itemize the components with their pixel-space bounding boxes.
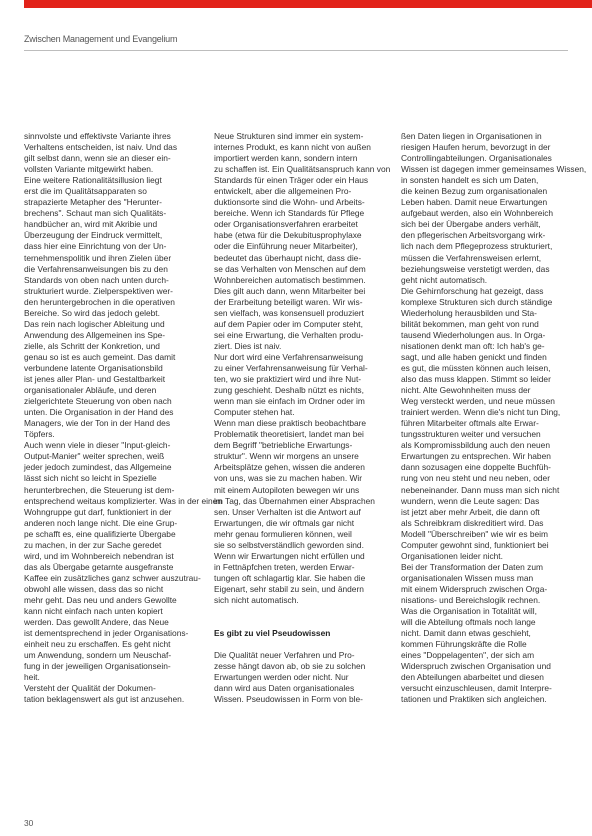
text-line: geht nicht automatisch. (401, 274, 488, 285)
text-line: strukturiert wurde. Zielperspektiven wer- (24, 285, 173, 296)
text-line: tation beklagenswert als gut ist anzusehen. (24, 694, 185, 705)
text-line: nicht. Alte Gewohnheiten muss der (401, 385, 531, 396)
text-line: sich bei der Übergabe anders verhält, (401, 219, 541, 230)
text-line: Widerspruch zwischen Organisation und (401, 661, 551, 672)
top-accent-bar (24, 0, 592, 8)
text-line: einheit neu zu erschaffen. Es geht nicht (24, 639, 171, 650)
text-line: Bei der Transformation der Daten zum (401, 561, 543, 572)
text-line: will die Abteilung oftmals noch lange (401, 617, 536, 628)
text-line: Leben haben. Damit neue Erwartungen (401, 197, 548, 208)
text-line: beziehungsweise verstetigt werden, das (401, 263, 550, 274)
text-line: wird, und im Wohnbereich nebendran ist (24, 550, 174, 561)
text-line: rung von neu steht und neu neben, oder (401, 473, 551, 484)
text-line: zielle, als Schritt der Konkretion, und (24, 340, 160, 351)
text-line: ist jenes aller Plan- und Gestaltbarkeit (24, 374, 166, 385)
text-line: habe (etwa für die Dekubitusprophylaxe (214, 230, 362, 241)
text-line: Wohnbereichen automatisch bestimmen. (214, 274, 366, 285)
text-line: mehr geht. Das neu und anders Gewollte (24, 594, 177, 605)
text-line: der Erarbeitung beteiligt waren. Wir wis- (214, 296, 363, 307)
text-line: Überzeugung der Eindruck vermittelt, (24, 230, 163, 241)
text-line: die Verfahrensanweisungen bis zu den (24, 263, 168, 274)
text-line: mit einem Autopiloten bewegen wir uns (214, 484, 360, 495)
text-line: Neue Strukturen sind immer ein system- (214, 131, 364, 141)
text-line: sich nicht automatisch. (214, 594, 299, 605)
text-line: tationen und Praktiken sich angleichen. (401, 694, 547, 705)
text-line: Organisationen leider nicht. (401, 550, 503, 561)
text-line: zesse hängt davon ab, ob sie zu solchen (214, 661, 366, 672)
text-line: Nur dort wird eine Verfahrensanweisung (214, 351, 363, 362)
text-line: organisationalen Wissen muss man (401, 572, 534, 583)
text-line: führen Mitarbeiter oftmals alte Erwar- (401, 418, 539, 429)
text-line: anderen noch lange nicht. Die eine Grup- (24, 517, 178, 528)
text-line: nicht. Damit dann etwas geschieht, (401, 628, 531, 639)
text-line: ziert. Dies ist naiv. (214, 340, 282, 351)
text-line: also das muss klappen. Stimmt so leider (401, 374, 551, 385)
text-line: versucht einzuschleusen, damit Interpre- (401, 683, 552, 694)
text-column-3 (401, 131, 587, 705)
text-line: Töpfers. (24, 429, 55, 440)
text-line: nisationen denkt man oft: Ich hab's ge- (401, 340, 545, 351)
text-line: Versteht der Qualität der Dokumen- (24, 683, 156, 694)
text-line: Wissen. Pseudowissen in Form von ble- (214, 694, 363, 705)
section-subheading: Es gibt zu viel Pseudowissen (214, 628, 331, 639)
text-line: Wohngruppe gut darf, funktioniert in der (24, 506, 172, 517)
text-line: aufgebaut werden, also ein Wohnbereich (401, 208, 554, 219)
text-line: in Fettnäpfchen treten, werden Erwar- (214, 561, 355, 572)
text-line: Wiederholung herausbilden und Sta- (401, 307, 537, 318)
text-line: entsprechend weitaus komplizierter. Was in der einen (24, 495, 222, 506)
text-line: Die Gehirnforschung hat gezeigt, dass (401, 285, 544, 296)
text-line: importiert werden kann, sondern intern (214, 153, 358, 164)
text-line: gilt selbst dann, wenn sie an dieser ein- (24, 153, 171, 164)
text-line: in sonsten handelt es sich um Daten, (401, 175, 539, 186)
text-line: Eine weitere Rationalitätsillusion liegt (24, 175, 162, 186)
text-line: komplexe Strukturen sich durch ständige (401, 296, 553, 307)
text-line: zu einer Verfahrensanweisung für Verhal- (214, 362, 368, 373)
text-line: pe schafft es, eine qualifizierte Übergabe (24, 528, 176, 539)
text-line: Computer stehen hat. (214, 407, 295, 418)
blank-line (214, 617, 380, 628)
text-line: se das Verhalten von Menschen auf dem (214, 263, 366, 274)
text-line: sen. Unser Verhalten ist die Antwort auf (214, 506, 361, 517)
text-line: Managers, wie der Ton in der Hand des (24, 418, 171, 429)
text-line: zu schaffen ist. Ein Qualitätsanspruch kann von (214, 164, 391, 175)
text-line: auf dem Papier oder im Computer steht, (214, 318, 363, 329)
text-line: wundern, wenn die Leute sagen: Das (401, 495, 540, 506)
text-line: als Schreibkram diskreditiert wird. Das (401, 517, 544, 528)
text-line: internes Produkt, es kann nicht von außen (214, 142, 371, 153)
text-line: den Abteilungen abarbeitet und diesen (401, 672, 544, 683)
text-line: sie so selbstverständlich geworden sind. (214, 539, 364, 550)
text-line: erst die im Qualitätsapparaten so (24, 186, 147, 197)
text-line: sinnvolste und effektivste Variante ihres (24, 131, 171, 141)
text-line: Was die Organisation in Totalität will, (401, 606, 537, 617)
text-line: bilität bekommen, man geht von rund (401, 318, 539, 329)
text-line: Anwendung des Allgemeinen ins Spe- (24, 329, 166, 340)
text-line: Verhaltens entscheiden, ist naiv. Und das (24, 142, 178, 153)
text-line: eines "Doppelagenten", der sich am (401, 650, 535, 661)
text-line: Standards für einen Träger oder ein Haus (214, 175, 369, 186)
text-line: struktur". Wenn wir morgens an unsere (214, 451, 359, 462)
text-line: kann nicht einfach nach unten kopiert (24, 606, 163, 617)
text-line: sen vielfach, was konsensuell produziert (214, 307, 364, 318)
text-line: kommen Führungskräfte die Rolle (401, 639, 527, 650)
text-line: zung geschieht. Deshalb nützt es nichts, (214, 385, 364, 396)
text-line: unten. Die Organisation in der Hand des (24, 407, 174, 418)
text-line: oder Organisationsverfahren erarbeitet (214, 219, 358, 230)
text-line: Standards von oben nach unten durch- (24, 274, 169, 285)
text-line: tungsstrukturen weiter und versuchen (401, 429, 541, 440)
text-line: Dies gilt auch dann, wenn Mitarbeiter bei (214, 285, 366, 296)
text-line: ist jetzt aber mehr Arbeit, die dann oft (401, 506, 540, 517)
text-line: Wenn man diese praktisch beobachtbare (214, 418, 367, 429)
text-line: Computer gewohnt sind, funktioniert bei (401, 539, 549, 550)
text-line: als Kompromissbildung auch den neuen (401, 440, 550, 451)
text-line: Modell "Überschreiben" wie wir es beim (401, 528, 548, 539)
text-line: sagt, und alle haben genickt und finden (401, 351, 547, 362)
text-line: nisations- und Bereichslogik rechnen. (401, 594, 541, 605)
text-line: Wenn wir Erwartungen nicht erfüllen und (214, 550, 365, 561)
text-line: müssen die Verfahrensweisen erlernt, (401, 252, 542, 263)
text-line: obwohl alle wissen, dass das so nicht (24, 583, 164, 594)
running-header: Zwischen Management und Evangelium (24, 34, 178, 44)
text-line: von uns, was sie zu machen haben. Wir (214, 473, 363, 484)
text-line: entwickelt, aber die allgemeinen Pro- (214, 186, 352, 197)
text-line: nebeneinander. Dann muss man sich nicht (401, 484, 560, 495)
text-line: Kaffee ein zusätzliches ganz schwer auszutrau- (24, 572, 201, 583)
text-line: verbundene latente Organisationsbild (24, 362, 163, 373)
blank-line (214, 606, 380, 617)
text-line: Wissen ist dagegen immer gemeinsames Wissen, (401, 164, 587, 175)
text-line: werden. Das gewollt Andere, das Neue (24, 617, 169, 628)
text-line: oder die Einführung neuer Mitarbeiter), (214, 241, 358, 252)
text-line: Erwartungen werden oder nicht. Nur (214, 672, 349, 683)
text-line: um Anwendung, sondern um Neuschaf- (24, 650, 172, 661)
blank-line (214, 639, 380, 650)
text-line: den pflegerischen Arbeitsvorgang wirk- (401, 230, 546, 241)
text-column-1 (24, 131, 222, 705)
text-line: herunterbrechen, die Steuerung ist dem- (24, 484, 175, 495)
text-line: bedeutet das überhaupt nicht, dass die- (214, 252, 362, 263)
text-line: Erwartungen, die wir oftmals gar nicht (214, 517, 355, 528)
header-rule (24, 50, 568, 51)
text-line: Controllingabteilungen. Organisationales (401, 153, 552, 164)
text-line: Das rein nach logischer Ableitung und (24, 318, 165, 329)
text-line: vollsten Variante mitgewirkt haben. (24, 164, 154, 175)
text-line: Arbeitsplätze gehen, wissen die anderen (214, 462, 365, 473)
page-number: 30 (24, 818, 34, 828)
text-line: wenn man sie einfach im Ordner oder im (214, 396, 365, 407)
text-line: zu machen, in der zur Sache geredet (24, 539, 162, 550)
text-line: Weg versteckt werden, und neue müssen (401, 396, 555, 407)
text-line: duktionsorte sind die Wohn- und Arbeits- (214, 197, 365, 208)
text-line: ßen Daten liegen in Organisationen in (401, 131, 542, 141)
text-line: Die Qualität neuer Verfahren und Pro- (214, 650, 355, 661)
text-line: das als Übergabe getarnte ausgefranste (24, 561, 174, 572)
text-line: zielgerichtete Steuerung von oben nach (24, 396, 172, 407)
text-line: fung in der jeweiligen Organisationsein- (24, 661, 171, 672)
text-line: ten, wo sie praktiziert wird und ihre Nut- (214, 374, 362, 385)
text-line: trainiert werden. Wenn die's nicht tun Ding, (401, 407, 561, 418)
text-line: ist dementsprechend in jeder Organisations- (24, 628, 189, 639)
text-line: bereiche. Wenn ich Standards für Pflege (214, 208, 365, 219)
text-line: jeder jedoch zumindest, das Allgemeine (24, 462, 172, 473)
text-line: Erwartungen zu entsprechen. Wir haben (401, 451, 551, 462)
text-line: ternehmenspolitik und ihren Zielen über (24, 252, 172, 263)
text-line: Auch wenn viele in dieser "Input-gleich- (24, 440, 171, 451)
text-line: mehr genau formulieren können, weil (214, 528, 352, 539)
text-line: tausend Wiederholungen aus. In Orga- (401, 329, 546, 340)
text-line: dann sozusagen eine doppelte Buchfüh- (401, 462, 551, 473)
text-line: sei eine Erwartung, die Verhalten produ- (214, 329, 364, 340)
text-line: lässt sich nicht so leicht in Spezielle (24, 473, 157, 484)
text-column-2 (214, 131, 391, 705)
text-line: heit. (24, 672, 40, 683)
text-line: dass hier eine Einrichtung von der Un- (24, 241, 167, 252)
text-line: dem Begriff "betriebliche Erwartungs- (214, 440, 353, 451)
text-line: lich nach dem Pflegeprozess strukturiert, (401, 241, 553, 252)
text-line: Bereiche. So wird das jedoch gelebt. (24, 307, 160, 318)
text-line: die keinen Bezug zum organisationalen (401, 186, 548, 197)
text-line: den heruntergebrochen in die operativen (24, 296, 175, 307)
text-line: handbücher an, wird mit Akribie und (24, 219, 158, 230)
text-line: tungen oft schlagartig klar. Sie haben die (214, 572, 366, 583)
text-line: organisationaler Abläufe, und deren (24, 385, 157, 396)
text-line: Eigenart, sehr stabil zu sein, und ändern (214, 583, 364, 594)
text-line: brechens". Schaut man sich Qualitäts- (24, 208, 167, 219)
text-line: riesigen Haufen herum, bevorzugt in der (401, 142, 551, 153)
text-line: Output-Manier" weiter sprechen, weiß (24, 451, 165, 462)
text-line: strapazierte Metapher des "Herunter- (24, 197, 162, 208)
text-line: es gut, die müssten können auch leisen, (401, 362, 551, 373)
text-line: mit einem Widerspruch zwischen Orga- (401, 583, 548, 594)
text-line: Problematik theoretisiert, landet man bei (214, 429, 364, 440)
text-line: dann wird aus Daten organisationales (214, 683, 355, 694)
text-line: im Tag, das Übernahmen einer Absprachen (214, 495, 375, 506)
text-line: genau so ist es auch gemeint. Das damit (24, 351, 176, 362)
